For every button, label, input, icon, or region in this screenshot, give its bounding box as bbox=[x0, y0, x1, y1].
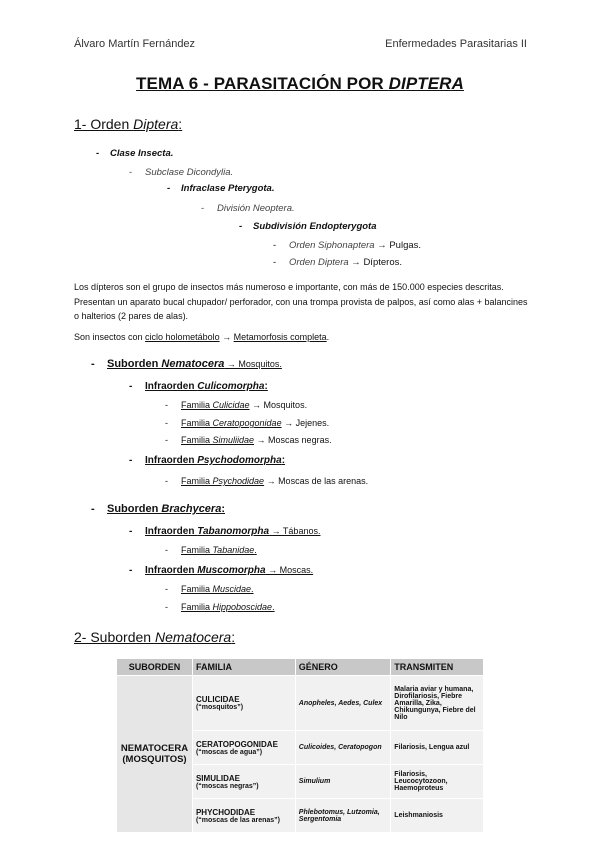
title-italic: DIPTERA bbox=[388, 74, 464, 93]
taxon-clase: - Clase Insecta. bbox=[110, 148, 173, 159]
intro-paragraph: Los dípteros son el grupo de insectos más numeroso e importante, con más de 150.000 especies descritas. Presentan un aparato bucal chupador/ perforador, con una trompa provista de palpos, así como alas + balancines o halterios (2 pares de alas). bbox=[74, 282, 528, 321]
taxon-infraclase: - Infraclase Pterygota. bbox=[181, 183, 274, 194]
page-title bbox=[0, 74, 600, 94]
infraorden-muscomorpha: - Infraorden Muscomorpha → Moscas. bbox=[145, 565, 313, 576]
table-cell-genus: Phlebotomus, Lutzomia, Sergentomia bbox=[295, 799, 391, 833]
table-cell-transmit: Filariosis, Lengua azul bbox=[391, 731, 484, 765]
taxon-orden-siphonaptera: - Orden Siphonaptera → Pulgas. bbox=[289, 240, 421, 251]
table-cell-family: CULICIDAE (“mosquitos”) bbox=[192, 676, 295, 731]
section-1-heading: 1- Orden Diptera: bbox=[74, 116, 183, 132]
familia-hippoboscidae: - Familia Hippoboscidae. bbox=[181, 602, 275, 612]
familia-tabanidae: - Familia Tabanidae. bbox=[181, 545, 257, 555]
table-row bbox=[117, 676, 484, 731]
familia-muscidae: - Familia Muscidae. bbox=[181, 584, 254, 594]
table-cell-transmit: Malaria aviar y humana, Dirofilariosis, Fiebre Amarilla, Zika, Chikungunya, Fiebre del Nilo bbox=[391, 676, 484, 731]
table-cell-suborden: NEMATOCERA (MOSQUITOS) bbox=[117, 676, 193, 833]
table-cell-genus: Simulium bbox=[295, 765, 391, 799]
table-cell-transmit: Leishmaniosis bbox=[391, 799, 484, 833]
table-cell-genus: Anopheles, Aedes, Culex bbox=[295, 676, 391, 731]
nematocera-table bbox=[116, 658, 484, 833]
infraorden-tabanomorpha: - Infraorden Tabanomorpha → Tábanos. bbox=[145, 526, 320, 537]
table-header: TRANSMITEN bbox=[391, 659, 484, 676]
table-header: GÉNERO bbox=[295, 659, 391, 676]
familia-ceratopogonidae: - Familia Ceratopogonidae → Jejenes. bbox=[181, 418, 329, 428]
infraorden-psychodomorpha: - Infraorden Psychodomorpha: bbox=[145, 455, 285, 466]
taxon-subdivision: - Subdivisión Endopterygota bbox=[253, 221, 377, 232]
title-main: TEMA 6 - PARASITACIÓN POR bbox=[136, 74, 389, 93]
taxon-orden-diptera: - Orden Diptera → Dípteros. bbox=[289, 257, 402, 268]
section-2-heading: 2- Suborden Nematocera: bbox=[74, 629, 236, 645]
table-header: SUBORDEN bbox=[117, 659, 193, 676]
table-cell-family: PHYCHODIDAE (“moscas de las arenas”) bbox=[192, 799, 295, 833]
suborden-brachycera: - Suborden Brachycera: bbox=[107, 503, 225, 515]
table-cell-genus: Culicoides, Ceratopogon bbox=[295, 731, 391, 765]
table-cell-family: SIMULIDAE (“moscas negras”) bbox=[192, 765, 295, 799]
familia-simuliidae: - Familia Simuliidae → Moscas negras. bbox=[181, 435, 332, 445]
table-cell-transmit: Filariosis, Leucocytozoon, Haemoproteus bbox=[391, 765, 484, 799]
header-subject: Enfermedades Parasitarias II bbox=[385, 38, 527, 50]
familia-psychodidae: - Familia Psychodidae → Moscas de las arenas. bbox=[181, 476, 368, 486]
table-cell-family: CERATOPOGONIDAE (“moscas de agua”) bbox=[192, 731, 295, 765]
table-header-row bbox=[117, 659, 484, 676]
table-header: FAMILIA bbox=[192, 659, 295, 676]
cycle-paragraph: Son insectos con ciclo holometábolo → Metamorfosis completa. bbox=[74, 332, 330, 342]
taxon-subclase: - Subclase Dicondylia. bbox=[145, 167, 233, 178]
taxon-division: - División Neoptera. bbox=[217, 203, 295, 214]
infraorden-culicomorpha: - Infraorden Culicomorpha: bbox=[145, 381, 268, 392]
suborden-nematocera: - Suborden Nematocera → Mosquitos. bbox=[107, 358, 282, 370]
header-author: Álvaro Martín Fernández bbox=[74, 38, 196, 50]
familia-culicidae: - Familia Culicidae → Mosquitos. bbox=[181, 400, 307, 410]
